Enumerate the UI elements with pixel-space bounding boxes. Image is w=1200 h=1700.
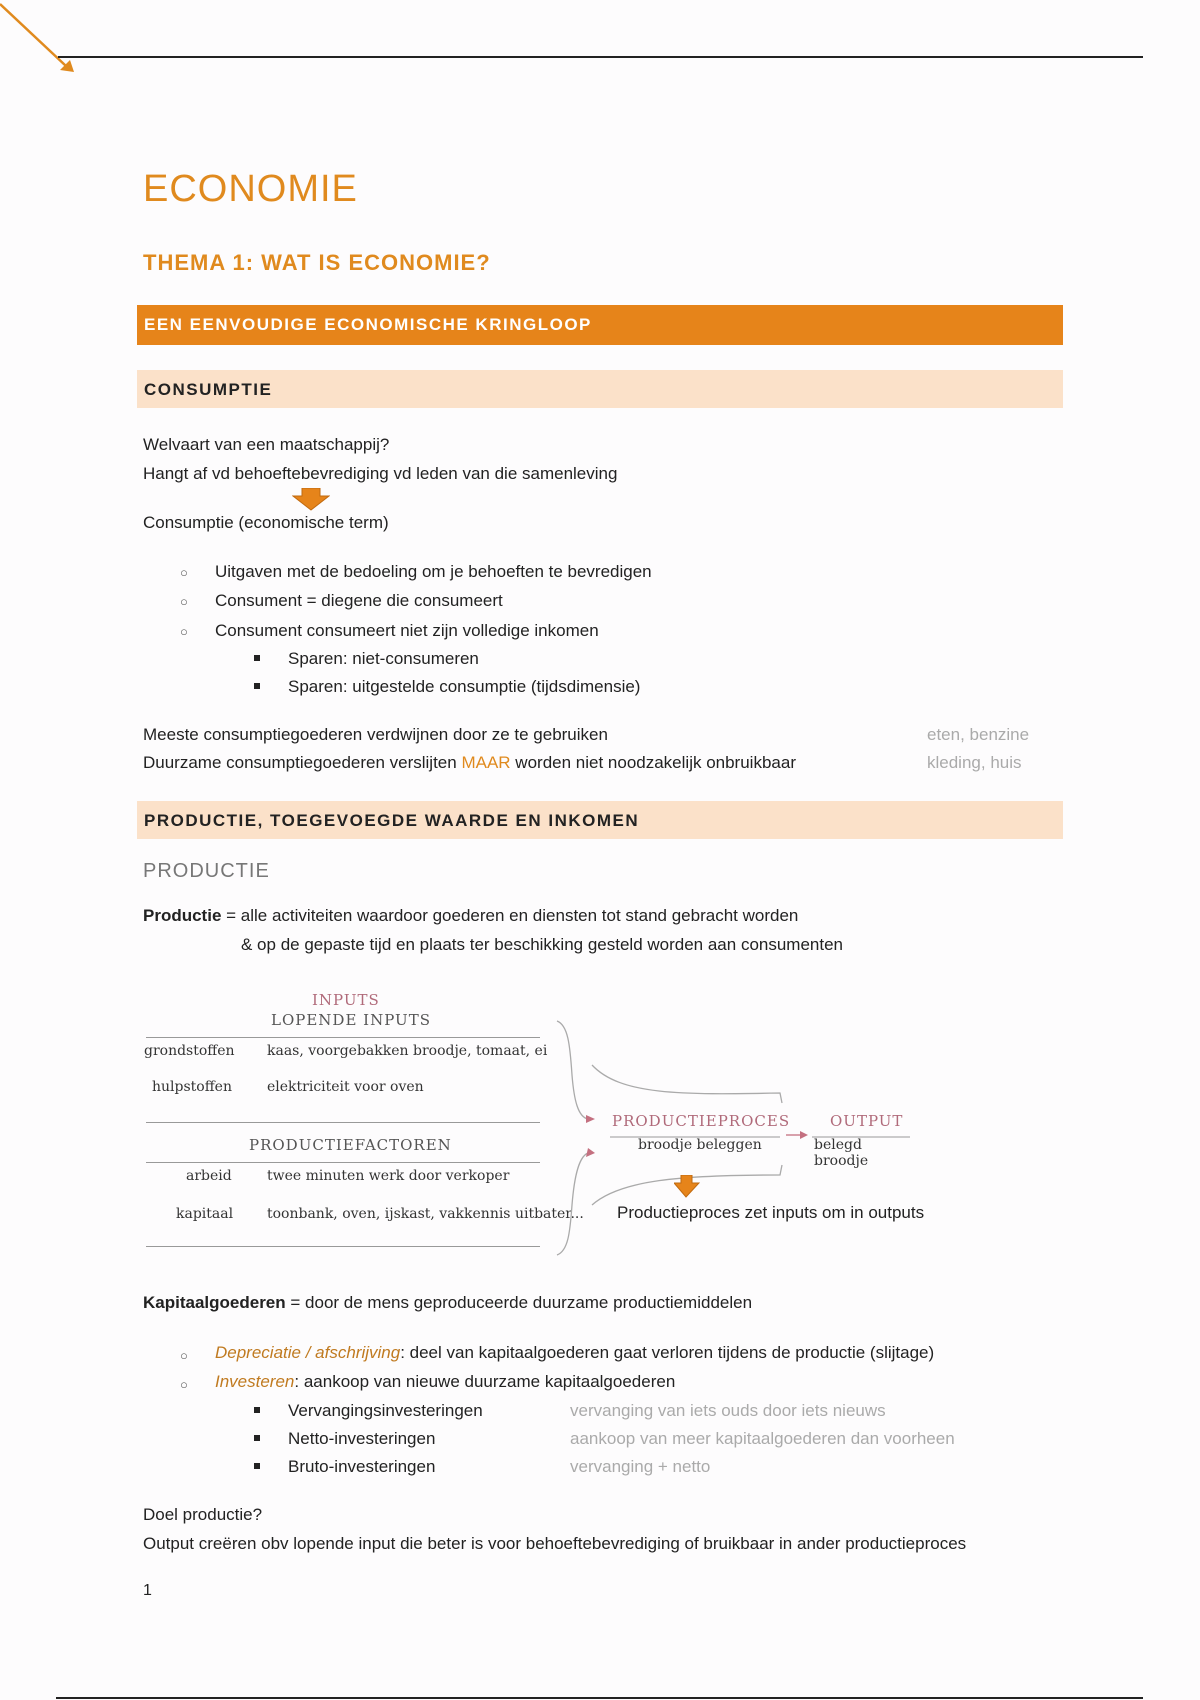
row-label: hulpstoffen <box>152 1079 232 1095</box>
list-item: Consument = diegene die consumeert <box>215 591 503 610</box>
circle-bullet-icon: ○ <box>180 594 188 609</box>
header-rule <box>58 56 1143 58</box>
row-label: kapitaal <box>176 1206 234 1222</box>
output-value: belegd broodje <box>814 1137 869 1169</box>
theme-heading: THEMA 1: WAT IS ECONOMIE? <box>143 250 491 275</box>
productie-definition-cont: & op de gepaste tijd en plaats ter beschikking gesteld worden aan consumenten <box>241 935 844 954</box>
inputs-label: INPUTS <box>312 991 380 1009</box>
productie-definition: Productie = alle activiteiten waardoor goederen en diensten tot stand gebracht worden <box>143 906 799 925</box>
down-arrow-icon <box>292 488 330 512</box>
consumptie-line1: Meeste consumptiegoederen verdwijnen door ze te gebruiken <box>143 725 608 744</box>
list-item: Depreciatie / afschrijving: deel van kapitaalgoederen gaat verloren tijdens de productie (slijtage) <box>215 1343 935 1362</box>
example-note: vervanging + netto <box>570 1457 711 1476</box>
square-bullet-icon <box>254 655 260 661</box>
section-bar <box>137 305 1063 345</box>
list-item: Consument consumeert niet zijn volledige inkomen <box>215 621 599 640</box>
row-value: twee minuten werk door verkoper <box>267 1168 510 1184</box>
row-value: elektriciteit voor oven <box>267 1079 424 1095</box>
page-number: 1 <box>143 1582 152 1599</box>
circle-bullet-icon: ○ <box>180 624 188 639</box>
list-item: Investeren: aankoop van nieuwe duurzame kapitaalgoederen <box>215 1372 676 1391</box>
example-note: eten, benzine <box>927 725 1030 744</box>
consumptie-question: Welvaart van een maatschappij? <box>143 435 390 454</box>
productiefactoren-label: PRODUCTIEFACTOREN <box>249 1136 452 1154</box>
circle-bullet-icon: ○ <box>180 1377 188 1392</box>
square-bullet-icon <box>254 1407 260 1413</box>
productieproces-label: PRODUCTIEPROCES <box>612 1112 791 1130</box>
corner-arrow-icon <box>0 0 90 90</box>
kapitaal-definition: Kapitaalgoederen = door de mens geproduceerde duurzame productiemiddelen <box>143 1293 753 1312</box>
square-bullet-icon <box>254 683 260 689</box>
list-item: Sparen: niet-consumeren <box>288 649 479 668</box>
consumptie-bar <box>137 370 1063 408</box>
consumptie-line2: Duurzame consumptiegoederen verslijten MAAR worden niet noodzakelijk onbruikbaar <box>143 753 796 772</box>
square-bullet-icon <box>254 1435 260 1441</box>
diagram-caption: Productieproces zet inputs om in outputs <box>617 1203 925 1222</box>
list-item: Netto-investeringen <box>288 1429 436 1448</box>
productie-bar <box>137 801 1063 839</box>
list-item: Bruto-investeringen <box>288 1457 436 1476</box>
process-value: broodje beleggen <box>638 1137 762 1153</box>
document-title: ECONOMIE <box>143 168 358 210</box>
row-value: kaas, voorgebakken broodje, tomaat, ei <box>267 1043 548 1059</box>
row-label: grondstoffen <box>144 1043 235 1059</box>
circle-bullet-icon: ○ <box>180 1348 188 1363</box>
row-value: toonbank, oven, ijskast, vakkennis uitbater... <box>267 1206 584 1222</box>
footer-rule <box>56 1697 1143 1699</box>
circle-bullet-icon: ○ <box>180 565 188 580</box>
list-item: Vervangingsinvesteringen <box>288 1401 483 1420</box>
example-note: aankoop van meer kapitaalgoederen dan voorheen <box>570 1429 955 1448</box>
doel-answer: Output creëren obv lopende input die beter is voor behoeftebevrediging of bruikbaar in ander productieproces <box>143 1534 967 1553</box>
down-arrow-icon <box>674 1175 700 1199</box>
productie-heading: PRODUCTIE, TOEGEVOEGDE WAARDE EN INKOMEN <box>144 811 640 830</box>
lopende-inputs-label: LOPENDE INPUTS <box>271 1011 431 1029</box>
section-bar-label: EEN EENVOUDIGE ECONOMISCHE KRINGLOOP <box>144 315 592 334</box>
square-bullet-icon <box>254 1463 260 1469</box>
list-item: Uitgaven met de bedoeling om je behoeften te bevredigen <box>215 562 652 581</box>
productie-subheading: PRODUCTIE <box>143 860 270 882</box>
consumptie-heading: CONSUMPTIE <box>144 380 273 399</box>
consumptie-term: Consumptie (economische term) <box>143 513 389 532</box>
output-label: OUTPUT <box>830 1112 904 1130</box>
doel-question: Doel productie? <box>143 1505 263 1524</box>
row-label: arbeid <box>186 1168 232 1184</box>
example-note: kleding, huis <box>927 753 1022 772</box>
consumptie-answer: Hangt af vd behoeftebevrediging vd leden van die samenleving <box>143 464 618 483</box>
example-note: vervanging van iets ouds door iets nieuws <box>570 1401 886 1420</box>
list-item: Sparen: uitgestelde consumptie (tijdsdimensie) <box>288 677 641 696</box>
